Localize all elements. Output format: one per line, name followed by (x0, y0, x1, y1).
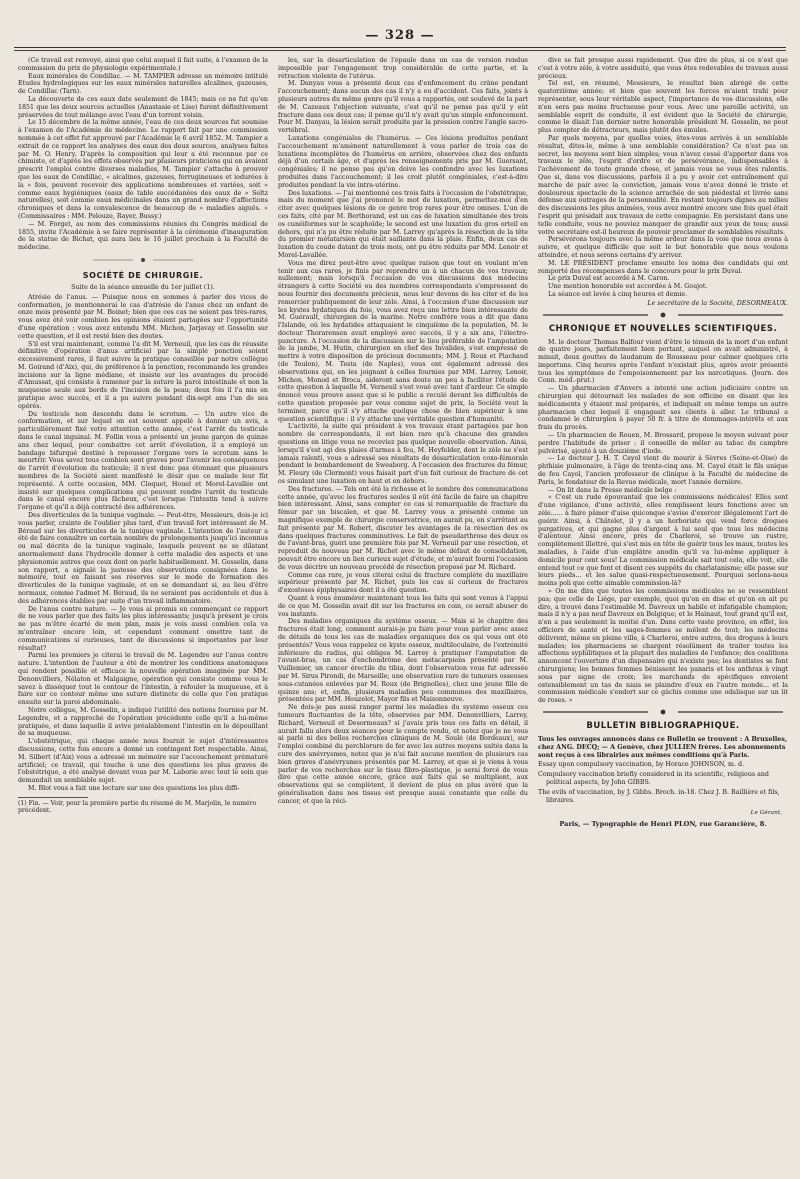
paragraph: M. le docteur Thomas Balfour vient d'être le témoin de la mort d'un enfant de quatre jours, parfaitement bien portant, auquel on avait administré, à minuit, deux gouttes de laudanum de Rousseau pour calmer quelques cris importuns. Cinq heures après l'enfant n'existait plus, après avoir présenté tous les symptômes de l'empoisonnement par les narcotiques. (Journ. des Conn. méd.-prat.) (538, 338, 788, 385)
paragraph: — On lit dans la Presse médicale belge : (548, 486, 677, 494)
col1-text-2 (18, 294, 268, 793)
signature: Le secrétaire de la Société, DESORMEAUX. (647, 299, 788, 307)
paragraph: M. Blot vous a fait une lecture sur une des questions les plus diffi- (28, 784, 240, 792)
paragraph: S'il est vrai maintenant, comme l'a dit M. Verneuil, que les cas de réussite définitive d'opération d'anus artificiel par la simple ponction soient excessivement rares, il faut suivre la pratique conseillée par notre collègue M. Goirand (d'Aix), qui, de préférence à la ponction, recommande les grandes incisions sur la ligne médiane, et insiste sur les avantages du procédé d'Amussat, qui consiste à ramener par la suture la paroi intestinale et non la muqueuse seule aux bords de l'incision de la peau; deux fois il l'a mis en pratique avec succès, et il a pu suivre pendant dix-sept ans l'un de ses opérés. (18, 340, 268, 410)
bib-item: Compulsory vaccination briefly considered in its scientific, religious and political aspects, by John GIBBS. (538, 771, 769, 786)
col1-text (18, 57, 268, 252)
footnote-rule (18, 797, 88, 798)
paragraph: Le 15 décembre de la même année, l'eau de ces deux sources fut soumise à l'examen de l'Académie de médecine. Le rapport fait par une commission nommée à cet effet fut approuvé par l'Académie le 6 avril 1852. M. Tampier a extrait de ce rapport les analyses des eaux des deux sources, analyses faites par M. O. Henry. D'après la composition qui leur a été reconnue par ce chimiste, et d'après les effets observés par plusieurs praticiens qui en avaient prescrit l'emploi contre diverses maladies, M. Tampier s'attache à prouver que les eaux de Condillac, « alcalines, gazeuses, ferrugineuses et iodurées à la » fois, peuvent recevoir des applications nombreuses et variées, soit » comme eaux hygiéniques (eaux de table succédanées des eaux de » Seltz naturelles), soit comme eaux médicinales dans un grand nombre d'affections chroniques et dans la convalescence de beaucoup de » maladies aiguës. » (Commissaires : MM. Pelouze, Rayer, Bussy.) (18, 119, 268, 220)
paragraph: Luxations congéniales de l'humérus. — Ces lésions produites pendant l'accouchement m'amènent naturellement à vous parler de trois cas de luxations incomplètes de l'humérus en arrière, observées chez des enfants déjà d'un certain âge, et d'après les renseignements pris par M. Guersant, congéniales; il ne pense pas qu'on doive les confondre avec les luxations produites dans l'accouchement; il les croit plutôt congéniales, c'est-à-dire produites pendant la vie intra-utérine. (278, 134, 528, 189)
paragraph: Des fractures. — Tels ont été la richesse et le nombre des communications cette année, qu'avec les fractures seules il eût été facile de faire un chapitre bien intéressant. Ainsi, sans compter ce cas si remarquable de fracture du fémur par un biscaïen, et que M. Larrey vous a présenté comme un magnifique exemple de chirurgie conservatrice, on aurait pu, en s'arrêtant au fait présenté par M. Robert, discuter les avantages de la résection des os dans quelques fractures comminutives. Le fait de pseudarthrose des deux os de l'avant-bras, guéri une première fois par M. Verneuil par une résection, et reproduit de nouveau par M. Richet avec le même défaut de consolidation, pouvait être encore un lien curieux sujet d'étude, et m'aurait fourni l'occasion de vous décrire un nouveau procédé de résection proposé par M. Richard. (278, 485, 528, 571)
paragraph: Par quels moyens, par quelles voies, êtes-vous arrivés à un semblable résultat, dites-le, même à une semblable considération? Ce n'est pas un secret, les moyens sont bien simples; vous n'avez cessé d'apporter dans vos travaux le zèle, l'esprit d'ordre et de persévérance, indispensables à l'achèvement de toute grande chose, et jamais vous ne vous êtes ralentis. Que si, dans vos discussions, parfois il a pu y avoir cet entraînement qui marche de pair avec la conviction, jamais vous n'avez donné le triste et douloureux spectacle de la science arrachée de son piédestal et livrée sans défense aux outrages de la personnalité. En restant toujours dignes au milieu des discussions les plus animées, vous avez montré encore une fois quel était l'esprit qui présidait aux travaux de cette compagnie. En persistant dans une telle conduite, vous ne pouviez manquer de grandir aux yeux de tous; aussi votre secrétaire est-il heureux de pouvoir proclamer de semblables résultats. (538, 134, 788, 236)
section-title-bulletin: BULLETIN BIBLIOGRAPHIQUE. (586, 720, 740, 731)
paragraph: Parmi les premiers je citerai le travail de M. Legendre sur l'anus contre nature. L'intention de l'auteur a été de montrer les conditions anatomiques qui rendent possible et efficace la nouvelle opération imaginée par MM. Denonvilliers, Nélaton et Malgaigne, opération qui consiste comme vous le savez à disséquer tout le contour de l'intestin, à refouler la muqueuse, et à faire sur ce contour même une suture distincte de celle que l'on pratique ensuite sur la paroi abdominale. (18, 652, 268, 707)
paragraph: Eaux minérales de Condillac. — M. TAMPIER adresse un mémoire intitulé Etudes hydrologiques sur les eaux minérales naturelles alcalines, gazeuses, de Condillac (Tarn). (18, 72, 268, 96)
header-rule (14, 47, 786, 48)
paragraph: Une mention honorable est accordée à M. Goujot. (548, 283, 708, 291)
paragraph: Notre collègue, M. Gosselin, a indiqué l'utilité des notions fournies par M. Legendre, et a rapproché de l'opération précédente celle qu'il a lui-même pratiquée, et dans laquelle il avive préalablement l'intestin en le dépouillant de sa muqueuse. (18, 706, 268, 738)
footnote: (1) Fin. — Voir, pour la première partie du résumé de M. Marjolin, le numéro précédent. (18, 799, 257, 815)
paragraph: dive se fait presque aussi rapidement. Que dire de plus, si ce n'est que c'est à votre zèle, à votre assiduité, que vous êtes redevables de travaux aussi précieux. (538, 57, 788, 80)
gerant-label: Le Gérant, (750, 810, 782, 817)
paragraph: M. LE PRÉSIDENT proclame ensuite les noms des candidats qui ont remporté des récompenses dans le concours pour le prix Duval. (538, 259, 788, 275)
column-3 (538, 57, 788, 1169)
paragraph: les, sur la désarticulation de l'épaule dans un cas de version rendue impossible par l'engagement trop considérable de cette partie, et la rétraction violente de l'utérus. (278, 57, 528, 80)
section-title-chirurgie: SOCIÉTÉ DE CHIRURGIE. (82, 270, 204, 280)
paragraph: Ne dois-je pas aussi ranger parmi les maladies du système osseux ces tumeurs fluctuantes de la tête, observées par MM. Denonvilliers, Larrey, Richard, Verneuil et Desormeaux? si j'avais pris tous ces faits en détail, il aurait fallu alors deux séances pour le compte rendu, et notez que je ne vous ai parlé ni des belles recherches cliniques de M. Soulé (de Bordeaux), sur l'emploi combiné du perchlorure de fer avec les autres moyens usités dans la cure des anévrysmes, notez que je n'ai fait aucune mention de plusieurs cas bien graves d'anévrysmes présentés par M. Larrey, et que si je viens à vous parler de vos recherches sur le tissu fibro-plastique, je serai forcé de vous dire que cette année encore, grâce aux faits qui se multiplient, aux observations qui se complètent, il devient de plus en plus avéré que la généralisation dans nos tissus est presque aussi constante que celle du cancer, et que la réci- (278, 704, 528, 805)
paragraph: Atrésie de l'anus. — Puisque nous en sommes à parler des vices de conformation, je mentionnerai le cas d'atrésie de l'anus chez un enfant de onze mois présenté par M. Boinet; bien que ces cas ne soient pas très-rares, vous avez été voir combien les opinions étaient partagées sur l'opportunité d'une opération : vous avez entendu MM. Michon, Jarjavay et Gosselin sur cette question, et il est resté bien des doutes. (18, 293, 268, 340)
paragraph: Des diverticules de la tunique vaginale. — Peut-être, Messieurs, dois-je ici vous parler, crainte de l'oublier plus tard, d'un travail fort intéressant de M. Béraud sur les diverticules de la tunique vaginale. L'intention de l'auteur a été de faire connaître un certain nombre de prolongements jusqu'ici inconnus ou mal décrits de la tunique vaginale, lesquels peuvent ne se dilatant anormalement dans l'hydrocèle donner à cette maladie des aspects et une physionomie autres que ceux dont on parle habituellement. M. Gosselin, dans son rapport, a signalé la justesse des observations consignées dans le mémoire, tout en faisant ses réserves sur le mode de formation des diverticules de la tunique vaginale, et en se demandant si, au lieu d'être normaux, comme l'admet M. Béraud, ils ne seraient pas accidentels et dus à des adhérences établies par suite d'un travail inflammatoire. (18, 512, 268, 605)
paragraph: Des maladies organiques du système osseux. — Mais si le chapitre des fractures était long, comment aurais-je pu faire pour vous parler avec assez de détails de tous les cas de maladies organiques des os qui vous ont été présentés? Vous vous rappelez ce kyste osseux, multiloculaire, de l'extrémité inférieure du radius, qui obligea M. Larrey à pratiquer l'amputation de l'avant-bras, un cas d'enchondrôme des métacarpiens présenté par M. Vuillemier, un cancer érectile du tibia, dont l'observation vous fut adressée par M. Sirus Pirondi, de Marseille; une observation rare de tumeurs osseuses sous-cutanées enlevées par M. Roux (de Brignolles), chez une jeune fille de quinze ans; et, enfin, plusieurs maladies peu communes des maxillaires, présentées par MM. Houzelot, Mayor fils et Maisonneuve. (278, 618, 528, 704)
paragraph: (Ce travail est renvoyé, ainsi que celui auquel il fait suite, à l'examen de la commission du prix de physiologie expérimentale.) (18, 57, 268, 72)
column-1 (18, 57, 268, 1169)
col3-text-2 (538, 339, 788, 705)
bib-notice: Tous les ouvrages annoncés dans ce Bulletin se trouvent : A Bruxelles, chez ANG. DECQ; — A Genève, chez JULLIEN frères. Les abonnements sont reçus à ces librairies aux mêmes conditions qu'à Paris. (538, 735, 787, 759)
paragraph: La séance est levée à cinq heures et demie. (548, 290, 688, 298)
paragraph: — Un pharmacien de Rouen, M. Brossard, propose le moyen suivant pour perdre l'habitude de priser : il conseille de mêler au tabac du camphre pulvérisé, ajouté à un douzième d'iode. (538, 432, 788, 455)
ornament-divider (543, 312, 783, 318)
paragraph: » On me dira que toutes les commissions médicales ne se ressemblent pas; que celle de Liége, par exemple, quoi qu'on en dise et qu'on en ait pu dire, a trouvé dans l'estimable M. Davreux un habile et infatigable champion; mais il n'y a pas neuf Davreux en Belgique; et le Hainaut, tout grand qu'il est, n'en a pas seulement la moitié d'un. Dans cette vaste province, en effet, les officiers de santé et les sages-femmes se mêlent de tout; les médecins délivrent, même en pleine ville, à Charleroi, entre autres, des drogues à leurs malades; les pharmaciens se chargent résolûment de traiter toutes les affections syphilitiques et la plupart des maladies de l'enfance; des coalitions annoncent l'ouverture d'un dispensaire qui n'existe pas; les dentistes se font chirurgiens; les bonnes femmes bénissent les panaris et les anthrax à vingt sous par signe de croix; les marchands de spécifiques envoient ostensiblement un tas de niais se plaindre d'eux en l'autre monde... et la commission médicale s'endort sur ce gâchis comme une odalisque sur un lit de roses. » (538, 588, 788, 705)
paragraph: Vous me direz peut-être avec quelque raison que tout en voulant m'en tenir aux cas rares, je finis par reprendre un à un chacun de vos travaux; nullement; mais lorsqu'à l'occasion de vos discussions des médecins étrangers à cette Société ou des membres correspondants s'empressent de nous fournir des documents précieux, nous leur devons de les citer et de les remercier publiquement de leur zèle. Ainsi, à l'occasion d'une discussion sur les kystes hydatiques du foie, vous avez reçu une lettre bien intéressante de M. Guérault, chirurgien de la marine. Notre confrère vous a dit que dans l'Islande, où les hydatides attaquaient le cinquième de la population, M. le docteur Thorarensen avait employé avec succès, il y a six ans, l'électro-puncture. A l'occasion de la discussion sur le lieu préférable de l'amputation de la jambe, M. Hutin, chirurgien en chef des Invalides, s'est empressé de mettre à votre disposition de précieux documents; MM. J. Roux et Piachaud (de Toulon), M. Testa (de Naples), vous ont également adressé des observations qui, en les joignant à celles fournies par MM. Larrey, Lenoir, Michon, Monod et Broca, aideront sans doute un peu à faciliter l'étude de cette question à laquelle M. Verneuil s'est voué avec tant d'ardeur. Ce simple énoncé vous prouve assez que si le public a reculé devant les difficultés de cette question proposée par vous comme sujet de prix, la Société veut la terminer, parce qu'il s'y attache quelque chose de bien supérieur à une question scientifique : il s'y attache une véritable question d'humanité. (278, 259, 528, 423)
ornament-divider (83, 256, 203, 264)
imprint: Paris, — Typographie de Henri PLON, rue Garancière, 8. (559, 820, 767, 829)
paragraph: M. Danyau vous a présenté deux cas d'enfoncement du crâne pendant l'accouchement; dans aucun des cas il n'y a eu d'accident. Ces faits, joints à plusieurs autres du même genre qu'il vous a rapportés, ont soulevé de la part de M. Cazeaux l'objection suivante, c'est qu'il ne pense pas qu'il y eût fracture dans ces deux cas; il pense qu'il n'y avait qu'un simple enfoncement. Pour M. Danyau, la lésion serait produite par la pression contre l'angle sacro-vertébral. (278, 80, 528, 135)
paragraph: Comme cas rare, je vous citerai celui de fracture complète du maxillaire supérieur présenté par M. Richet, puis les cas si curieux de fractures d'exostoses épiphysaires dont il a été question. (278, 571, 528, 595)
paragraph: Quant à vous énumérer maintenant tous les faits qui sont venus à l'appui de ce que M. Gosselin avait dit sur les fractures en coin, ce serait abuser de vos instants. (278, 594, 528, 618)
paragraph: Tel est, en résumé, Messieurs, le résultat bien abrégé de cette quatorzième année; et bien que souvent les forces m'aient trahi pour représenter, sous leur véritable aspect, l'importance de vos discussions, elle n'en sera pas moins fructueuse pour vous. Avec une pareille activité, un semblable esprit de conduite, il est évident que la Société de chirurgie, comme le disait l'an dernier notre honorable président M. Gosselin, ne peut plus compter de détracteurs, mais plutôt des émules. (538, 80, 788, 135)
ornament-divider (543, 709, 783, 715)
paragraph: L'obstétrique, qui chaque année nous fournit le sujet d'intéressantes discussions, cette fois encore a donné un contingent fort respectable. Ainsi, M. Silbert (d'Aix) vous a adressé un mémoire sur l'accouchement prématuré artificiel; ce travail, qui touche à une des questions les plus graves de l'obstétrique, a été analysé devant vous par M. Laborie avec tout le soin que demandait un semblable sujet. (18, 738, 268, 785)
header-rule-thin (14, 50, 786, 51)
paragraph: — M. Forget, au nom des commissions réunies du Congrès médical de 1855, invite l'Académie à se faire représenter à la cérémonie d'inauguration de la statue de Bichat, qui aura lieu le 16 juillet prochain à la Faculté de médecine. (18, 220, 268, 252)
columns (18, 57, 788, 1169)
paragraph: Du testicule non descendu dans le scrotum. — Un autre vice de conformation, et sur lequel on est souvent appelé à donner un avis, a particulièrement fixé votre attention cette année, c'est l'arrêt du testicule dans le canal inguinal. M. Follin vous a présenté un jeune garçon de quinze ans chez lequel, pour combattre cet arrêt d'évolution, il a employé un bandage bifurqué destiné à repousser l'organe vers le scrotum sans le meurtrir. Vous savez tous combien sont graves pour l'avenir les conséquences de l'arrêt d'évolution du testicule; il n'est donc pas étonnant que plusieurs membres de la Société aient manifesté le désir que ce malade leur fût représenté. A cette occasion, MM. Cloquet, Houel et Morel-Lavallée ont insisté sur quelques complications qui peuvent rendre l'arrêt du testicule dans le canal encore plus fâcheux, c'est lorsque l'intestin tend à suivre l'organe et qu'il a déjà contracté des adhérences. (18, 410, 268, 512)
paragraph: Le prix Duval est accordé à M. Caron. (548, 275, 670, 283)
paragraph: De l'anus contre nature. — Je vous ai promis en commençant ce rapport de ne vous parler que des faits les plus intéressants; jusqu'à présent je crois ne pas m'être écarté de mon plan, mais je vois aussi combien cela va m'entraîner encore loin, et cependant comment omettre tant de communications si curieuses, tant de discussions si importantes par leur résultat? (18, 605, 268, 652)
paragraph: L'activité, la suite qui président à vos travaux étant partagées par bon nombre de correspondants, il est bien rare qu'à chacune des grandes questions en litige vous ne receviez pas quelque nouvelle observation. Ainsi, lorsqu'il s'est agi des plaies d'armes à feu, M. Heyfelder, dont le zèle ne s'est jamais ralenti, vous a adressé ses résultats de désarticulation coxo-fémorale pendant le bombardement de Sweaborg. A l'occasion des fractures du fémur, M. Fleury (de Clermont) vous faisait part d'un fait curieux de fracture de cet os simulant une luxation en haut et en dehors. (278, 423, 528, 486)
paragraph: Des luxations. — J'ai mentionné ces trois faits à l'occasion de l'obstétrique, mais du moment que j'ai prononcé le mot de luxation, permettez-moi d'en citer avec quelques lésions de ce genre trop rares pour être omises. L'un de ces faits, cité par M. Berthorand, est un cas de luxation simultanée des trois os cunéiformes sur le scaphoïde; le second est une luxation du gros orteil en dehors, qui n'a pu être réduite par M. Larrey qu'après la résection de la tête du premier métatarsien qui était saillante dans la plaie. Enfin, deux cas de luxation du coude datant de trois mois, ont pu être réduits par MM. Lenoir et Morel-Lavallée. (278, 189, 528, 259)
paragraph: Persévérons toujours avec la même ardeur dans la voie que nous avons à suivre, et quelque difficile que soit le but honorable que nous voulons atteindre, et nous serons certains d'y arriver. (538, 236, 788, 259)
paragraph: — Un pharmacien d'Anvers a intenté une action judiciaire contre un chirurgien qui détournait les malades de son officine en disant que les médicaments y étaient mal préparés, et indiquait en même temps un autre pharmacien chez lequel il engageait ses clients à aller. Le tribunal a condamné le chirurgien à payer 50 fr. à titre de dommages-intérêts et aux frais du procès. (538, 385, 788, 432)
section-subtitle: Suite de la séance annuelle du 1er juillet (1). (71, 283, 215, 291)
paragraph: « C'est un rude épouvantail que les commissions médicales! Elles sont d'une vigilance, d'une activité, elles remplissent leurs fonctions avec un zèle...... à faire pâmer d'aise quiconque s'avise d'exercer illégalement l'art de guérir. Ainsi, à Châtelet, il y a un herboriste qui vend force drogues purgatives, et qui gagne plus d'argent à lui seul que tous les médecins d'alentour. Ainsi encore, près de Charleroi, se trouve un rustre, complètement illettré, qui s'est mis en tête de guérir tous les maux, toutes les maladies, à l'aide d'un emplâtre anodin qu'il va lui-même appliquer à domicile pour cent sous! La commission médicale sait tout cela, elle voit, elle entend tout ce que font et disent ces suppôts du charlatanisme; elle passe sur leurs pieds... et les salue quasi-respectueusement. Pourquoi serions-nous moins poli que cette aimable commission-là? (538, 494, 788, 588)
page-number: — 328 — (365, 28, 435, 43)
column-2 (278, 57, 528, 1169)
col3-text (538, 57, 788, 299)
section-title-chronique: CHRONIQUE ET NOUVELLES SCIENTIFIQUES. (548, 323, 778, 334)
bibliography (538, 736, 788, 804)
bib-item: The evils of vaccination, by J. Gibbs. Broch. in-18. Chez J. B. Baillière et fils, libraires. (538, 788, 780, 804)
bib-item: Essay upon compulsory vaccination, by Horace JOHNSON, m. d. (538, 761, 745, 769)
paragraph: La découverte de ces eaux date seulement de 1845; mais ce ne fut qu'en 1851 que les deux sources actuelles (Anastasie et Lise) furent définitivement préservées de tout mélange avec l'eau d'un torrent voisin. (18, 95, 268, 119)
col2-text (278, 57, 528, 806)
paragraph: — Le docteur J. H. T. Cayol vient de mourir à Sèvres (Seine-et-Oise) de phthisie pulmonaire, à l'âge de trente-cinq ans. M. Cayol était le fils unique de feu Cayol, l'ancien professeur de clinique à la Faculté de médecine de Paris, le fondateur de la Revue médicale, mort l'année dernière. (538, 455, 788, 486)
